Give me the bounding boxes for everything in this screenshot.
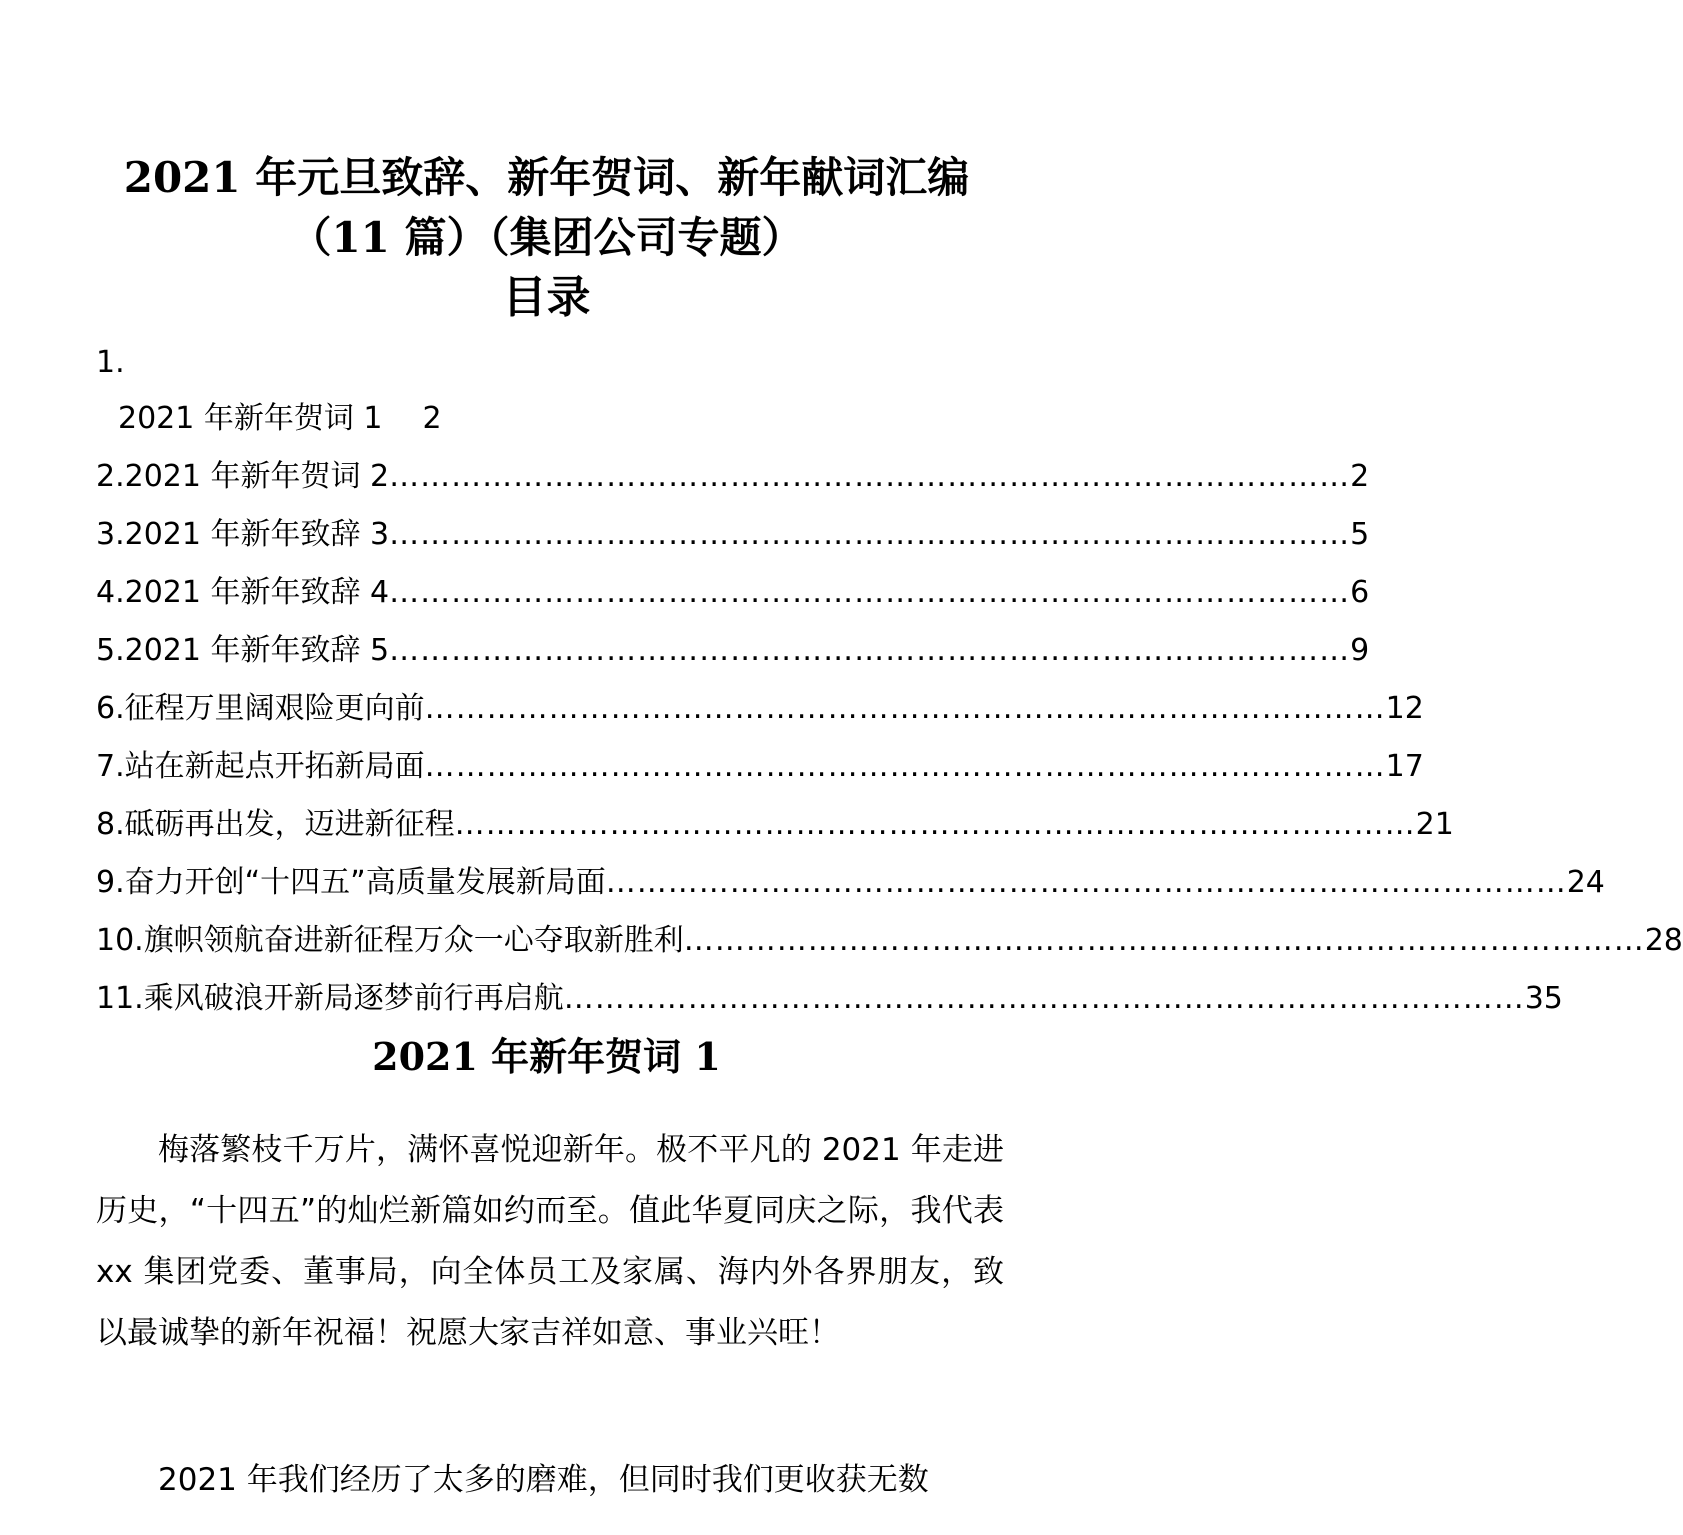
- toc-item-number: 1.: [96, 345, 125, 380]
- toc-item-label: 6.征程万里阔艰险更向前: [96, 691, 425, 726]
- toc-item[interactable]: [96, 912, 1683, 970]
- toc-item-label: 7.站在新起点开拓新局面: [96, 749, 425, 784]
- toc-item[interactable]: [96, 564, 1370, 622]
- document-title-line-2: （11 篇）（集团公司专题）: [289, 213, 804, 262]
- toc-leader-dots: …………………………………………………………………………………: [683, 923, 1645, 958]
- document-title-line-1: 2021 年元旦致辞、新年贺词、新年献词汇编: [123, 153, 970, 202]
- table-of-contents: [96, 336, 1683, 1028]
- toc-item[interactable]: [96, 448, 1370, 506]
- toc-item-page: 24: [1566, 865, 1605, 900]
- toc-item-page: 35: [1524, 981, 1563, 1016]
- toc-leader-dots: …………………………………………………………………………………: [424, 691, 1386, 726]
- toc-item-1[interactable]: [96, 390, 1000, 448]
- toc-item-label: 4.2021 年新年致辞 4: [96, 575, 390, 610]
- toc-item[interactable]: [96, 796, 1454, 854]
- toc-item-1-number-row: [96, 336, 1000, 390]
- toc-item-page: 5: [1350, 517, 1370, 552]
- toc-leader-dots: …………………………………………………………………………………: [389, 517, 1351, 552]
- toc-leader-dots: …………………………………………………………………………………: [605, 865, 1567, 900]
- toc-heading: 目录: [502, 272, 591, 323]
- toc-item-label: 2021 年新年贺词 1: [118, 401, 383, 436]
- toc-item-page: 12: [1385, 691, 1424, 726]
- toc-leader-dots: …………………………………………………………………………………: [389, 575, 1351, 610]
- toc-item-label: 10.旗帜领航奋进新征程万众一心夺取新胜利: [96, 923, 684, 958]
- body-paragraph-1: 梅落繁枝千万片，满怀喜悦迎新年。极不平凡的 2021 年走进历史，“十四五”的灿烂新篇如约而至。值此华夏同庆之际，我代表 xx 集团党委、董事局，向全体员工及家属、海内外各界朋友，致以最诚挚的新年祝福！祝愿大家吉祥如意、事业兴旺！: [96, 1132, 1004, 1351]
- toc-item-label: 2.2021 年新年贺词 2: [96, 459, 390, 494]
- toc-item[interactable]: [96, 738, 1424, 796]
- toc-item[interactable]: [96, 622, 1370, 680]
- toc-item-page: 28: [1644, 923, 1683, 958]
- toc-item[interactable]: [96, 506, 1370, 564]
- toc-item-page: 2: [1350, 459, 1370, 494]
- body-paragraph-2: 2021 年我们经历了太多的磨难，但同时我们更收获无数: [158, 1462, 929, 1498]
- toc-leader-dots: …………………………………………………………………………………: [563, 981, 1525, 1016]
- toc-item[interactable]: [96, 680, 1424, 738]
- toc-item-label: 3.2021 年新年致辞 3: [96, 517, 390, 552]
- toc-leader-dots: …………………………………………………………………………………: [389, 633, 1351, 668]
- toc-item[interactable]: [96, 854, 1605, 912]
- toc-item-label: 9.奋力开创“十四五”高质量发展新局面: [96, 865, 606, 900]
- toc-leader-dots: …………………………………………………………………………………: [424, 749, 1386, 784]
- toc-item-label: 5.2021 年新年致辞 5: [96, 633, 390, 668]
- toc-item-page: 9: [1350, 633, 1370, 668]
- toc-item[interactable]: [96, 970, 1563, 1028]
- section-heading: 2021 年新年贺词 1: [372, 1034, 721, 1079]
- toc-item-page: 17: [1385, 749, 1424, 784]
- toc-item-label: 11.乘风破浪开新局逐梦前行再启航: [96, 981, 564, 1016]
- toc-leader-dots: …………………………………………………………………………………: [454, 807, 1416, 842]
- toc-item-page: 2: [422, 401, 442, 436]
- toc-item-page: 6: [1350, 575, 1370, 610]
- toc-leader-dots: …………………………………………………………………………………: [389, 459, 1351, 494]
- toc-item-page: 21: [1415, 807, 1454, 842]
- toc-item-label: 8.砥砺再出发，迈进新征程: [96, 807, 455, 842]
